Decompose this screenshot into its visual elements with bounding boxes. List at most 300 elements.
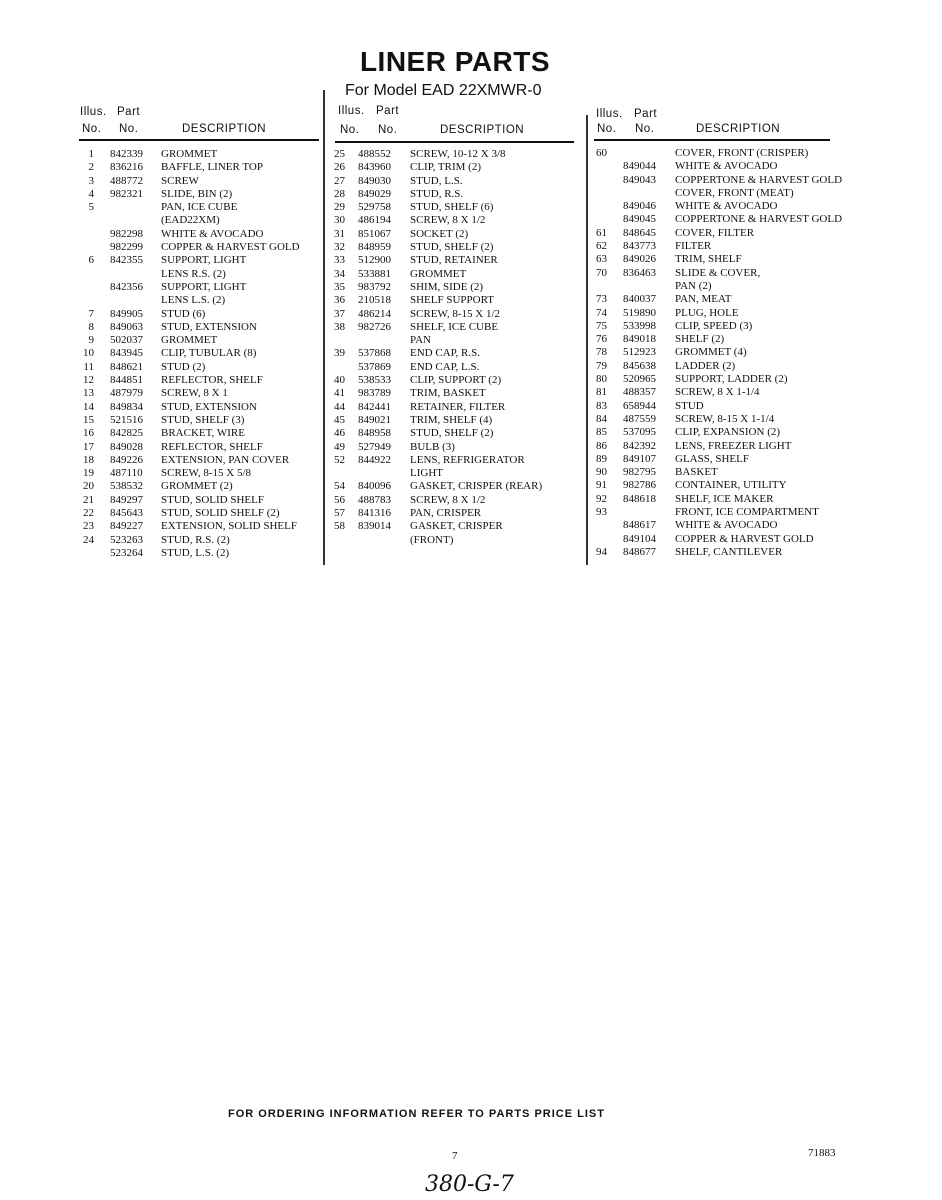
part-row bbox=[596, 293, 846, 306]
part-number: 841316 bbox=[358, 507, 391, 520]
illus-number: 92 bbox=[596, 492, 607, 505]
illus-number: 93 bbox=[596, 506, 607, 519]
part-row bbox=[334, 387, 574, 400]
part-row bbox=[596, 479, 846, 492]
part-description: STUD (6) bbox=[161, 307, 206, 320]
part-description: PAN bbox=[410, 334, 431, 347]
column-divider bbox=[323, 90, 325, 565]
illus-number: 33 bbox=[334, 254, 345, 267]
part-description: TRIM, SHELF (4) bbox=[410, 413, 493, 426]
part-row bbox=[334, 401, 574, 414]
illus-number: 14 bbox=[83, 400, 94, 413]
part-number: 520965 bbox=[623, 373, 656, 386]
part-number: 533998 bbox=[623, 319, 656, 332]
parts-column-3 bbox=[596, 147, 846, 559]
illus-number: 45 bbox=[334, 413, 345, 426]
part-row bbox=[596, 320, 846, 333]
col3-partno-header: No. bbox=[635, 123, 655, 135]
part-description: STUD, R.S. bbox=[410, 187, 464, 200]
part-row bbox=[78, 361, 318, 374]
illus-number: 18 bbox=[83, 453, 94, 466]
part-description: LADDER (2) bbox=[675, 359, 736, 372]
part-description: WHITE & AVOCADO bbox=[675, 519, 778, 532]
illus-number: 2 bbox=[88, 161, 94, 174]
col1-partno-header: No. bbox=[119, 123, 139, 135]
part-row bbox=[78, 188, 318, 201]
part-description: LENS L.S. (2) bbox=[161, 294, 226, 307]
illus-number: 15 bbox=[83, 413, 94, 426]
part-number: 849063 bbox=[110, 320, 143, 333]
part-row bbox=[334, 294, 574, 307]
illus-number: 49 bbox=[334, 440, 345, 453]
model-subtitle: For Model EAD 22XMWR-0 bbox=[345, 82, 542, 99]
part-description: SLIDE, BIN (2) bbox=[161, 187, 233, 200]
part-row bbox=[78, 161, 318, 174]
illus-number: 34 bbox=[334, 267, 345, 280]
part-description: BAFFLE, LINER TOP bbox=[161, 161, 263, 174]
illus-number: 32 bbox=[334, 241, 345, 254]
illus-number: 38 bbox=[334, 320, 345, 333]
part-number: 538533 bbox=[358, 374, 391, 387]
part-number: 849227 bbox=[110, 520, 143, 533]
part-row bbox=[596, 240, 846, 253]
part-row bbox=[78, 201, 318, 214]
part-description: STUD, R.S. (2) bbox=[161, 533, 230, 546]
part-description: EXTENSION, PAN COVER bbox=[161, 453, 290, 466]
part-description: SHELF SUPPORT bbox=[410, 294, 495, 307]
part-number: 840096 bbox=[358, 480, 391, 493]
part-number: 849905 bbox=[110, 307, 143, 320]
illus-number: 1 bbox=[88, 148, 94, 160]
part-description: PAN, ICE CUBE bbox=[161, 201, 238, 214]
part-description: COVER, FILTER bbox=[675, 226, 755, 239]
part-row bbox=[334, 374, 574, 387]
part-description: COPPERTONE & HARVEST GOLD bbox=[675, 213, 843, 226]
part-row bbox=[596, 386, 846, 399]
illus-number: 78 bbox=[596, 346, 607, 359]
part-description: LENS, FREEZER LIGHT bbox=[675, 439, 792, 452]
part-row bbox=[78, 427, 318, 440]
part-description: PAN, CRISPER bbox=[410, 507, 482, 520]
illus-number: 60 bbox=[596, 147, 607, 159]
part-description: REFLECTOR, SHELF bbox=[161, 440, 263, 453]
col1-description-header: DESCRIPTION bbox=[182, 123, 267, 135]
part-description: SCREW, 8 X 1/2 bbox=[410, 214, 486, 227]
part-description: CLIP, SPEED (3) bbox=[675, 319, 753, 332]
part-row bbox=[78, 175, 318, 188]
part-number: 537095 bbox=[623, 426, 656, 439]
part-description: GASKET, CRISPER bbox=[410, 520, 503, 533]
part-number: 842441 bbox=[358, 400, 391, 413]
part-row bbox=[596, 227, 846, 240]
part-row bbox=[334, 268, 574, 281]
part-description: TRIM, SHELF bbox=[675, 253, 742, 266]
illus-number: 54 bbox=[334, 480, 345, 493]
part-number: 843773 bbox=[623, 240, 656, 253]
part-row bbox=[78, 241, 318, 254]
part-row bbox=[596, 200, 846, 213]
part-description: GROMMET (4) bbox=[675, 346, 747, 359]
part-description: SCREW, 8-15 X 1/2 bbox=[410, 307, 501, 320]
page-number: 7 bbox=[452, 1150, 458, 1162]
part-number: 658944 bbox=[623, 399, 656, 412]
part-number: 849297 bbox=[110, 493, 143, 506]
illus-number: 80 bbox=[596, 373, 607, 386]
part-row bbox=[334, 334, 574, 347]
illus-number: 39 bbox=[334, 347, 345, 360]
illus-number: 28 bbox=[334, 187, 345, 200]
part-description: GROMMET (2) bbox=[161, 480, 233, 493]
part-description: SHELF, CANTILEVER bbox=[675, 545, 783, 558]
part-row bbox=[334, 175, 574, 188]
part-row bbox=[334, 321, 574, 334]
part-number: 983789 bbox=[358, 387, 391, 400]
part-number: 849046 bbox=[623, 200, 656, 213]
illus-number: 83 bbox=[596, 399, 607, 412]
part-number: 488772 bbox=[110, 174, 143, 187]
illus-number: 56 bbox=[334, 493, 345, 506]
part-row bbox=[78, 520, 318, 533]
part-row bbox=[596, 307, 846, 320]
col3-part-header: Part bbox=[634, 108, 658, 120]
part-number: 840037 bbox=[623, 293, 656, 306]
illus-number: 10 bbox=[83, 347, 94, 360]
illus-number: 75 bbox=[596, 319, 607, 332]
col2-description-header: DESCRIPTION bbox=[440, 124, 525, 136]
part-description: COVER, FRONT (CRISPER) bbox=[675, 147, 809, 159]
part-row bbox=[78, 148, 318, 161]
illus-number: 70 bbox=[596, 266, 607, 279]
part-number: 849834 bbox=[110, 400, 143, 413]
illus-number: 16 bbox=[83, 427, 94, 440]
part-row bbox=[78, 268, 318, 281]
part-description: (FRONT) bbox=[410, 533, 454, 546]
col2-illus-header: Illus. bbox=[338, 105, 365, 117]
part-row bbox=[78, 547, 318, 560]
part-row bbox=[334, 534, 574, 547]
part-number: 486194 bbox=[358, 214, 391, 227]
page-title: LINER PARTS bbox=[359, 46, 551, 77]
illus-number: 27 bbox=[334, 174, 345, 187]
part-description: SUPPORT, LADDER (2) bbox=[675, 373, 788, 386]
part-description: BRACKET, WIRE bbox=[161, 427, 245, 440]
col3-header-rule bbox=[594, 139, 830, 141]
part-number: 836463 bbox=[623, 266, 656, 279]
illus-number: 89 bbox=[596, 452, 607, 465]
illus-number: 52 bbox=[334, 453, 345, 466]
part-row bbox=[334, 347, 574, 360]
part-description: WHITE & AVOCADO bbox=[675, 200, 778, 213]
part-number: 848645 bbox=[623, 226, 656, 239]
illus-number: 7 bbox=[88, 307, 94, 320]
part-number: 487559 bbox=[623, 412, 656, 425]
part-description: WHITE & AVOCADO bbox=[675, 160, 778, 173]
part-description: SCREW, 8-15 X 1-1/4 bbox=[675, 412, 775, 425]
part-row bbox=[78, 308, 318, 321]
part-row bbox=[596, 267, 846, 280]
part-number: 842392 bbox=[623, 439, 656, 452]
part-number: 848618 bbox=[623, 492, 656, 505]
part-row bbox=[334, 201, 574, 214]
part-description: STUD, SHELF (2) bbox=[410, 427, 494, 440]
part-description: STUD, SHELF (6) bbox=[410, 201, 494, 214]
part-description: STUD, SHELF (3) bbox=[161, 413, 245, 426]
part-number: 487110 bbox=[110, 467, 143, 480]
part-row bbox=[334, 441, 574, 454]
illus-number: 24 bbox=[83, 533, 94, 546]
part-number: 982321 bbox=[110, 187, 143, 200]
part-row bbox=[596, 147, 846, 160]
illus-number: 76 bbox=[596, 333, 607, 346]
part-row bbox=[78, 480, 318, 493]
illus-number: 6 bbox=[88, 254, 94, 267]
illus-number: 21 bbox=[83, 493, 94, 506]
part-number: 527949 bbox=[358, 440, 391, 453]
part-row bbox=[596, 333, 846, 346]
part-description: RETAINER, FILTER bbox=[410, 400, 506, 413]
part-description: STUD, EXTENSION bbox=[161, 400, 257, 413]
illus-number: 94 bbox=[596, 545, 607, 558]
part-number: 487979 bbox=[110, 387, 143, 400]
part-number: 521516 bbox=[110, 413, 143, 426]
illus-number: 79 bbox=[596, 359, 607, 372]
illus-number: 8 bbox=[88, 320, 94, 333]
part-number: 848621 bbox=[110, 360, 143, 373]
part-description: STUD bbox=[675, 399, 704, 412]
part-row bbox=[596, 346, 846, 359]
part-row bbox=[596, 533, 846, 546]
part-description: LIGHT bbox=[410, 467, 443, 480]
part-row bbox=[334, 214, 574, 227]
part-number: 538532 bbox=[110, 480, 143, 493]
part-number: 849043 bbox=[623, 173, 656, 186]
part-number: 849226 bbox=[110, 453, 143, 466]
illus-number: 4 bbox=[88, 187, 94, 200]
part-row bbox=[334, 494, 574, 507]
part-number: 849045 bbox=[623, 213, 656, 226]
part-number: 537868 bbox=[358, 347, 391, 360]
illus-number: 85 bbox=[596, 426, 607, 439]
part-description: EXTENSION, SOLID SHELF bbox=[161, 520, 297, 533]
ordering-note: FOR ORDERING INFORMATION REFER TO PARTS PRICE LIST bbox=[228, 1108, 605, 1120]
illus-number: 22 bbox=[83, 507, 94, 520]
part-number: 849028 bbox=[110, 440, 143, 453]
part-number: 845638 bbox=[623, 359, 656, 372]
part-row bbox=[78, 387, 318, 400]
part-row bbox=[78, 321, 318, 334]
part-number: 982299 bbox=[110, 241, 143, 254]
col3-illus-header: Illus. bbox=[596, 108, 623, 120]
col1-header-rule bbox=[79, 139, 319, 141]
part-row bbox=[334, 427, 574, 440]
part-number: 537869 bbox=[358, 360, 391, 373]
part-row bbox=[334, 414, 574, 427]
part-row bbox=[596, 160, 846, 173]
illus-number: 57 bbox=[334, 507, 345, 520]
part-row bbox=[334, 241, 574, 254]
part-description: SHELF, ICE MAKER bbox=[675, 492, 774, 505]
illus-number: 81 bbox=[596, 386, 607, 399]
part-description: LENS, REFRIGERATOR bbox=[410, 453, 525, 466]
part-description: PAN (2) bbox=[675, 279, 712, 292]
part-description: SCREW, 8 X 1-1/4 bbox=[675, 386, 760, 399]
part-description: SUPPORT, LIGHT bbox=[161, 254, 247, 267]
part-number: 210518 bbox=[358, 294, 391, 307]
col2-partno-header: No. bbox=[378, 124, 398, 136]
illus-number: 5 bbox=[88, 201, 94, 214]
illus-number: 30 bbox=[334, 214, 345, 227]
handwritten-note: 380-G-7 bbox=[425, 1172, 514, 1197]
part-row bbox=[596, 546, 846, 559]
part-row bbox=[334, 188, 574, 201]
illus-number: 58 bbox=[334, 520, 345, 533]
part-number: 523264 bbox=[110, 546, 143, 559]
part-number: 848959 bbox=[358, 241, 391, 254]
part-number: 982795 bbox=[623, 466, 656, 479]
part-number: 512900 bbox=[358, 254, 391, 267]
part-row bbox=[78, 454, 318, 467]
part-description: BASKET bbox=[675, 466, 718, 479]
part-row bbox=[596, 174, 846, 187]
part-number: 849044 bbox=[623, 160, 656, 173]
part-row bbox=[78, 534, 318, 547]
part-row bbox=[78, 401, 318, 414]
part-description: COPPER & HARVEST GOLD bbox=[161, 241, 300, 254]
part-row bbox=[596, 360, 846, 373]
part-description: STUD, L.S. (2) bbox=[161, 546, 230, 559]
illus-number: 84 bbox=[596, 412, 607, 425]
illus-number: 31 bbox=[334, 227, 345, 240]
part-row bbox=[334, 467, 574, 480]
part-number: 849030 bbox=[358, 174, 391, 187]
part-number: 839014 bbox=[358, 520, 391, 533]
illus-number: 86 bbox=[596, 439, 607, 452]
col2-part-header: Part bbox=[376, 105, 400, 117]
part-number: 849104 bbox=[623, 532, 656, 545]
part-number: 842356 bbox=[110, 280, 143, 293]
part-description: CLIP, EXPANSION (2) bbox=[675, 426, 781, 439]
illus-number: 3 bbox=[88, 174, 94, 187]
part-row bbox=[596, 440, 846, 453]
part-row bbox=[334, 480, 574, 493]
illus-number: 19 bbox=[83, 467, 94, 480]
part-number: 844851 bbox=[110, 374, 143, 387]
part-row bbox=[78, 347, 318, 360]
part-description: STUD, L.S. bbox=[410, 174, 463, 187]
part-description: COPPER & HARVEST GOLD bbox=[675, 532, 814, 545]
part-description: SHELF (2) bbox=[675, 333, 725, 346]
part-number: 843945 bbox=[110, 347, 143, 360]
part-description: CONTAINER, UTILITY bbox=[675, 479, 787, 492]
part-row bbox=[596, 213, 846, 226]
part-number: 848677 bbox=[623, 545, 656, 558]
document-number: 71883 bbox=[808, 1147, 836, 1159]
part-row bbox=[78, 334, 318, 347]
col2-header-rule bbox=[335, 141, 574, 143]
part-description: REFLECTOR, SHELF bbox=[161, 374, 263, 387]
part-description: SLIDE & COVER, bbox=[675, 266, 761, 279]
parts-column-1 bbox=[78, 148, 318, 560]
part-description: END CAP, R.S. bbox=[410, 347, 480, 360]
part-description: GROMMET bbox=[161, 148, 218, 160]
part-row bbox=[78, 228, 318, 241]
illus-number: 36 bbox=[334, 294, 345, 307]
part-row bbox=[334, 161, 574, 174]
part-number: 849107 bbox=[623, 452, 656, 465]
illus-number: 63 bbox=[596, 253, 607, 266]
part-description: STUD (2) bbox=[161, 360, 206, 373]
part-row bbox=[334, 520, 574, 533]
part-row bbox=[78, 494, 318, 507]
part-number: 488783 bbox=[358, 493, 391, 506]
part-description: GROMMET bbox=[410, 267, 467, 280]
col1-illus-header: Illus. bbox=[80, 106, 107, 118]
part-description: SCREW, 8 X 1 bbox=[161, 387, 228, 400]
part-description: FRONT, ICE COMPARTMENT bbox=[675, 506, 819, 519]
part-row bbox=[78, 281, 318, 294]
part-number: 848958 bbox=[358, 427, 391, 440]
part-description: SHIM, SIDE (2) bbox=[410, 280, 484, 293]
part-description: STUD, SOLID SHELF bbox=[161, 493, 264, 506]
part-row bbox=[78, 414, 318, 427]
part-row bbox=[596, 253, 846, 266]
part-number: 488357 bbox=[623, 386, 656, 399]
illus-number: 12 bbox=[83, 374, 94, 387]
illus-number: 74 bbox=[596, 306, 607, 319]
col3-description-header: DESCRIPTION bbox=[696, 123, 781, 135]
part-row bbox=[334, 228, 574, 241]
illus-number: 26 bbox=[334, 161, 345, 174]
part-number: 982726 bbox=[358, 320, 391, 333]
col1-no-header: No. bbox=[82, 123, 102, 135]
part-row bbox=[596, 373, 846, 386]
part-number: 849018 bbox=[623, 333, 656, 346]
illus-number: 9 bbox=[88, 334, 94, 347]
part-number: 842825 bbox=[110, 427, 143, 440]
part-description: CLIP, SUPPORT (2) bbox=[410, 374, 502, 387]
part-description: STUD, SHELF (2) bbox=[410, 241, 494, 254]
part-description: TRIM, BASKET bbox=[410, 387, 486, 400]
part-description: STUD, SOLID SHELF (2) bbox=[161, 507, 280, 520]
part-description: COPPERTONE & HARVEST GOLD bbox=[675, 173, 843, 186]
part-number: 529758 bbox=[358, 201, 391, 214]
part-description: SHELF, ICE CUBE bbox=[410, 320, 499, 333]
part-row bbox=[334, 507, 574, 520]
illus-number: 25 bbox=[334, 148, 345, 160]
part-number: 843960 bbox=[358, 161, 391, 174]
part-number: 982298 bbox=[110, 227, 143, 240]
part-description: CLIP, TUBULAR (8) bbox=[161, 347, 257, 360]
illus-number: 61 bbox=[596, 226, 607, 239]
part-description: PLUG, HOLE bbox=[675, 306, 739, 319]
part-number: 848617 bbox=[623, 519, 656, 532]
part-row bbox=[596, 280, 846, 293]
illus-number: 17 bbox=[83, 440, 94, 453]
part-description: (EAD22XM) bbox=[161, 214, 220, 227]
part-number: 851067 bbox=[358, 227, 391, 240]
part-description: CLIP, TRIM (2) bbox=[410, 161, 481, 174]
illus-number: 37 bbox=[334, 307, 345, 320]
illus-number: 90 bbox=[596, 466, 607, 479]
part-row bbox=[596, 466, 846, 479]
part-description: SCREW, 8 X 1/2 bbox=[410, 493, 486, 506]
illus-number: 13 bbox=[83, 387, 94, 400]
col2-no-header: No. bbox=[340, 124, 360, 136]
part-description: SUPPORT, LIGHT bbox=[161, 280, 247, 293]
illus-number: 73 bbox=[596, 293, 607, 306]
illus-number: 29 bbox=[334, 201, 345, 214]
parts-column-2 bbox=[334, 148, 574, 547]
